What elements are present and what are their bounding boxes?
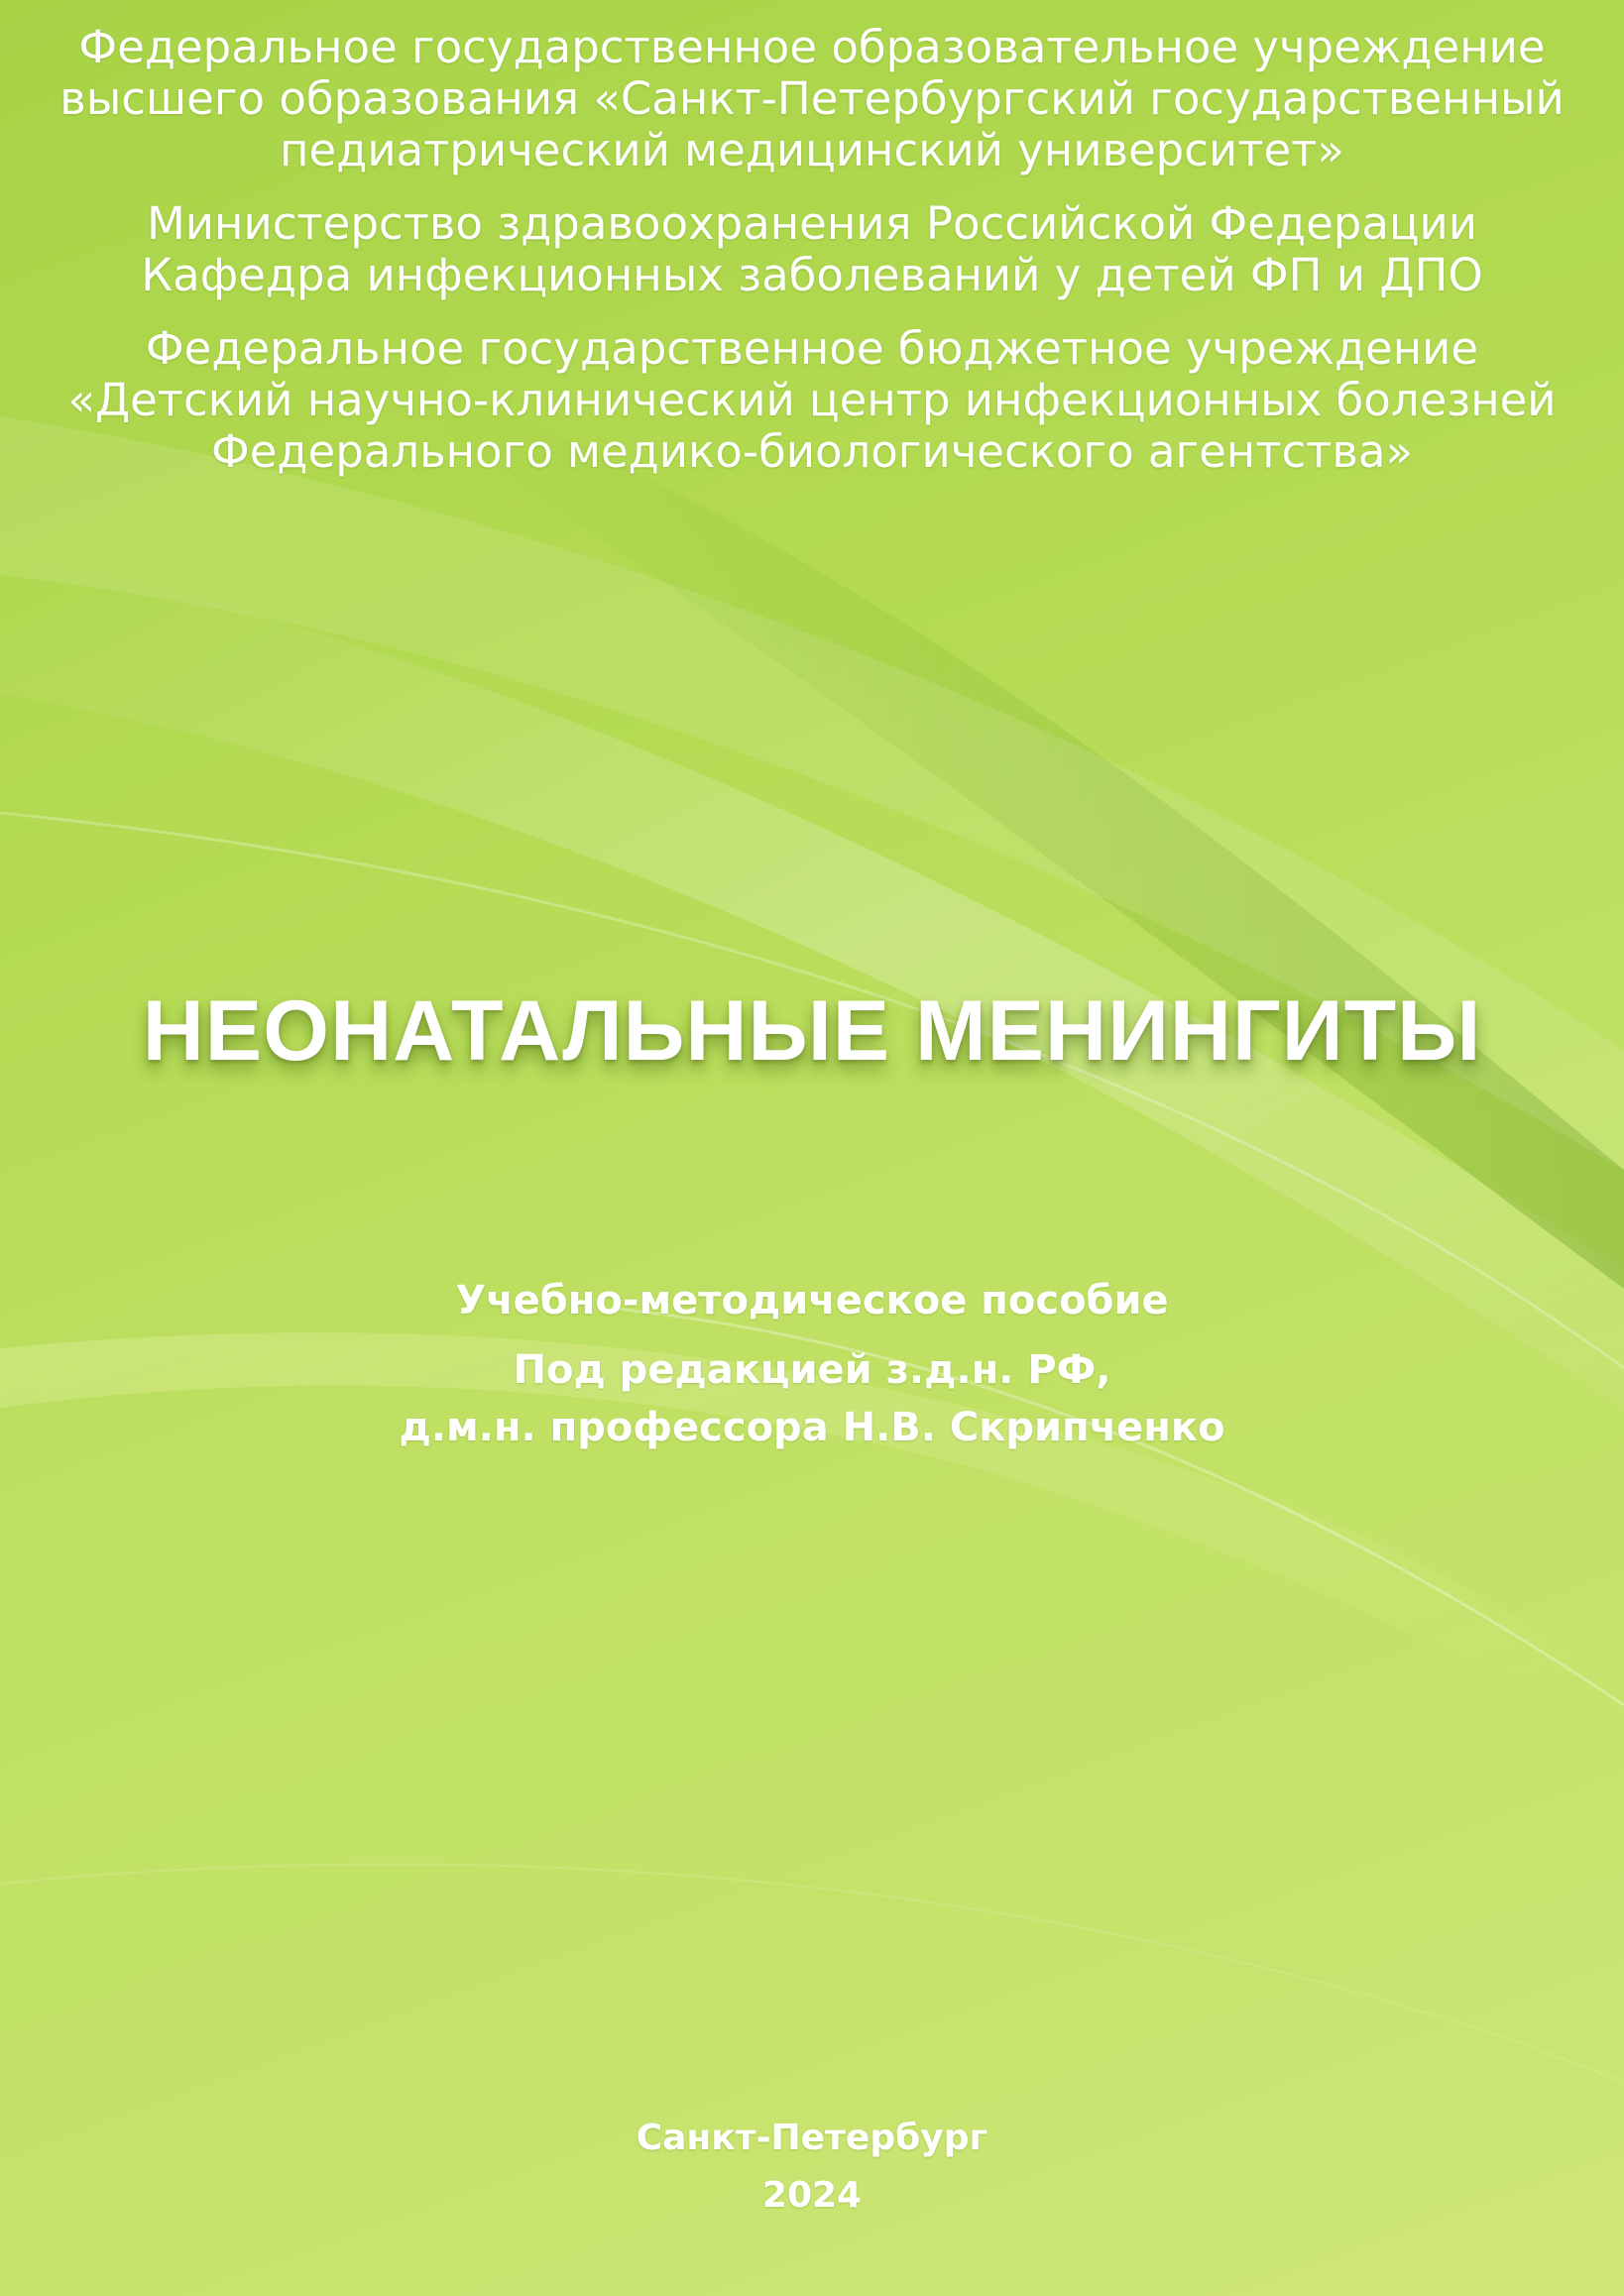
subtitle-block [0, 1275, 1624, 1453]
year: 2024 [761, 2175, 863, 2216]
editor-line: Под редакцией з.д.н. РФ, [513, 1347, 1111, 1393]
department-line: Кафедра инфекционных заболеваний у детей ФП и ДПО [141, 249, 1483, 301]
institution-line: «Детский научно-клинический центр инфекционных болезней [67, 374, 1557, 426]
institution-line: Федеральное государственное образовательное учреждение [78, 21, 1546, 73]
institution-line: педиатрический медицинский университет» [280, 124, 1344, 176]
institution-line: высшего образования «Санкт-Петербургский государственный [59, 72, 1565, 125]
ministry-line: Министерство здравоохранения Российской Федерации [146, 197, 1478, 250]
institution-line: Федеральное государственное бюджетное учреждение [145, 322, 1479, 375]
book-type: Учебно-методическое пособие [455, 1278, 1169, 1323]
wave-line-3 [0, 1864, 1624, 2082]
imprint-block [0, 2110, 1624, 2225]
city: Санкт-Петербург [636, 2118, 988, 2158]
editor-line: д.м.н. профессора Н.В. Скрипченко [399, 1405, 1225, 1450]
book-title: НЕОНАТАЛЬНЫЕ МЕНИНГИТЫ [142, 983, 1482, 1079]
institutions-block [0, 22, 1624, 478]
institution-line: Федерального медико-биологического агентства» [210, 425, 1414, 478]
title-block [0, 981, 1624, 1081]
